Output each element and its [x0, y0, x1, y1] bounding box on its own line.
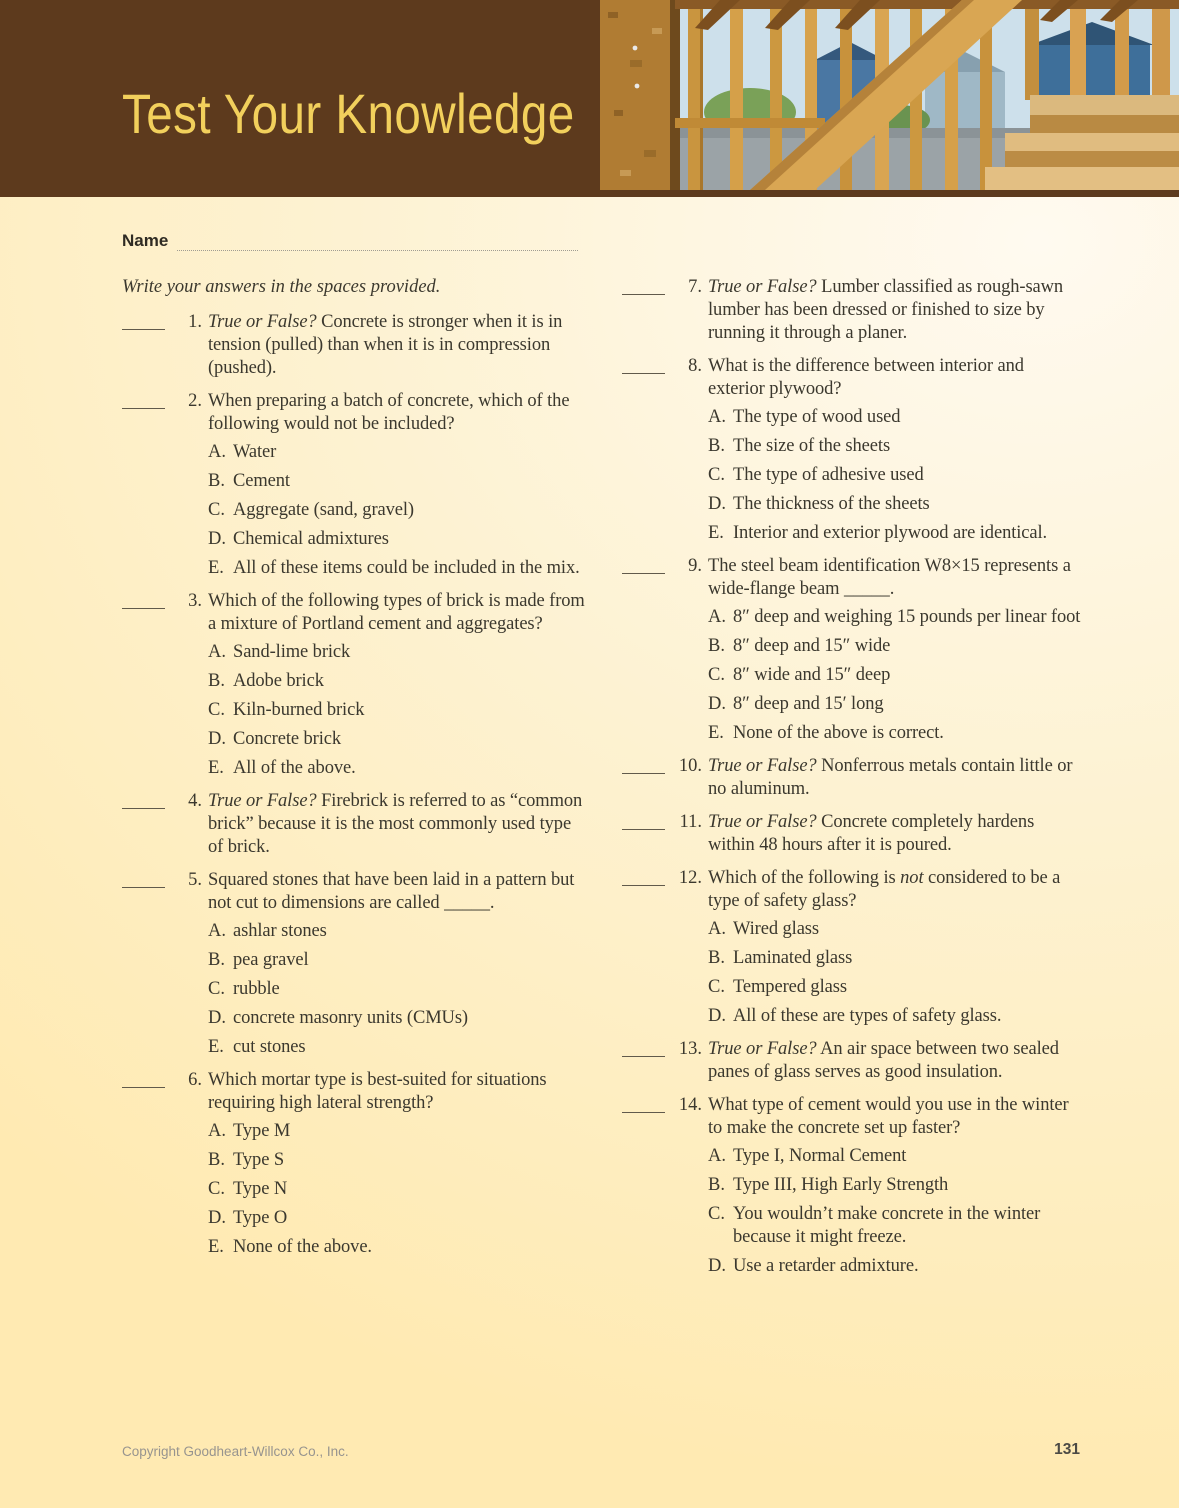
answer-option	[208, 978, 588, 1001]
question-number: 5.	[188, 870, 202, 890]
option-text: Laminated glass	[733, 948, 853, 968]
answer-option	[208, 920, 588, 943]
question-row	[622, 276, 1084, 345]
question-text-segment: What is the difference between interior and exterior plywood?	[708, 356, 1024, 399]
option-letter: C.	[708, 977, 725, 997]
option-letter: B.	[708, 1175, 725, 1195]
question-number: 3.	[188, 591, 202, 611]
house-framing-photo	[600, 0, 1179, 190]
option-letter: B.	[708, 948, 725, 968]
name-fill-in-line[interactable]	[177, 232, 578, 251]
option-letter: B.	[208, 671, 225, 691]
answer-blank[interactable]	[622, 811, 665, 830]
answer-option	[208, 728, 588, 751]
question-number: 6.	[188, 1070, 202, 1090]
question-number: 13.	[678, 1039, 702, 1059]
answer-options	[208, 920, 588, 1059]
option-letter: A.	[708, 919, 726, 939]
answer-option	[208, 470, 588, 493]
answer-option	[708, 1255, 1084, 1278]
answer-blank[interactable]	[622, 867, 665, 886]
option-text: Water	[233, 442, 277, 462]
option-text: All of the above.	[233, 758, 356, 778]
answer-blank[interactable]	[122, 311, 165, 330]
option-letter: A.	[708, 407, 726, 427]
question-body	[208, 590, 588, 780]
option-letter: D.	[208, 729, 226, 749]
copyright-notice: Copyright Goodheart-Willcox Co., Inc.	[122, 1444, 349, 1459]
option-text: concrete masonry units (CMUs)	[233, 1008, 468, 1028]
answer-option	[708, 947, 1084, 970]
question-text	[708, 867, 1084, 913]
answer-option	[208, 641, 588, 664]
question-row	[622, 811, 1084, 857]
question-number: 11.	[679, 812, 702, 832]
option-text: Concrete brick	[233, 729, 342, 749]
option-text: Type M	[233, 1121, 291, 1141]
question-row	[122, 790, 588, 859]
option-letter: A.	[708, 607, 726, 627]
option-text: cut stones	[233, 1037, 306, 1057]
option-letter: A.	[208, 1121, 226, 1141]
question-text	[208, 590, 588, 636]
question-number: 8.	[688, 356, 702, 376]
question-body	[708, 355, 1084, 545]
question-text	[208, 311, 588, 380]
option-text: 8″ deep and 15′ long	[733, 694, 884, 714]
answer-option	[708, 693, 1084, 716]
option-text: Type N	[233, 1179, 288, 1199]
answer-option	[208, 441, 588, 464]
question-row	[622, 1094, 1084, 1278]
answer-option	[208, 1178, 588, 1201]
option-text: Interior and exterior plywood are identical.	[733, 523, 1048, 543]
question-text	[708, 355, 1084, 401]
question-text	[708, 811, 1084, 857]
option-text: The thickness of the sheets	[733, 494, 930, 514]
question-body	[208, 869, 588, 1059]
question-number: 9.	[688, 556, 702, 576]
option-letter: D.	[708, 1006, 726, 1026]
answer-option	[208, 1036, 588, 1059]
question-number: 12.	[678, 868, 702, 888]
answer-option	[208, 1236, 588, 1259]
question-number: 10.	[678, 756, 702, 776]
question-text-segment: True or False?	[208, 791, 317, 811]
option-text: Cement	[233, 471, 290, 491]
question-body	[208, 311, 588, 380]
answer-blank[interactable]	[122, 790, 165, 809]
option-text: Chemical admixtures	[233, 529, 389, 549]
answer-option	[708, 606, 1084, 629]
page-title: Test Your Knowledge	[122, 82, 575, 145]
questions-column-left	[122, 276, 588, 1269]
option-letter: B.	[208, 950, 225, 970]
answer-option	[708, 722, 1084, 745]
answer-blank[interactable]	[622, 276, 665, 295]
answer-blank[interactable]	[122, 1069, 165, 1088]
option-letter: E.	[208, 758, 224, 778]
question-body	[708, 1038, 1084, 1084]
answer-option	[708, 435, 1084, 458]
answer-option	[208, 1120, 588, 1143]
option-letter: B.	[708, 636, 725, 656]
option-text: None of the above.	[233, 1237, 372, 1257]
question-text-segment: Concrete is stronger when it is in tension (pulled) than when it is in compression (pushed).	[208, 312, 563, 378]
answer-blank[interactable]	[122, 869, 165, 888]
answer-option	[708, 1145, 1084, 1168]
option-text: 8″ wide and 15″ deep	[733, 665, 891, 685]
answer-option	[708, 464, 1084, 487]
question-body	[708, 276, 1084, 345]
option-letter: D.	[208, 529, 226, 549]
question-number: 2.	[188, 391, 202, 411]
answer-options	[208, 1120, 588, 1259]
question-body	[708, 555, 1084, 745]
option-letter: D.	[208, 1008, 226, 1028]
question-number: 7.	[688, 277, 702, 297]
option-letter: D.	[708, 694, 726, 714]
question-text-segment: True or False?	[708, 1039, 817, 1059]
option-text: Type S	[233, 1150, 285, 1170]
answer-option	[708, 406, 1084, 429]
question-number: 14.	[678, 1095, 702, 1115]
answer-blank[interactable]	[622, 355, 665, 374]
option-text: Sand-lime brick	[233, 642, 351, 662]
option-letter: A.	[208, 921, 226, 941]
question-text-segment: Which of the following types of brick is made from a mixture of Portland cement and aggregates?	[208, 591, 585, 634]
option-text: Type III, High Early Strength	[733, 1175, 949, 1195]
answer-option	[708, 493, 1084, 516]
question-row	[622, 555, 1084, 745]
option-letter: E.	[208, 1237, 224, 1257]
question-text-segment: Squared stones that have been laid in a pattern but not cut to dimensions are called _____.	[208, 870, 575, 913]
question-row	[622, 1038, 1084, 1084]
question-row	[622, 867, 1084, 1028]
option-letter: A.	[208, 642, 226, 662]
question-text-segment: Lumber classified as rough-sawn lumber has been dressed or finished to size by running it through a planer.	[708, 277, 1064, 343]
answer-option	[708, 918, 1084, 941]
option-text: Adobe brick	[233, 671, 324, 691]
option-text: pea gravel	[233, 950, 309, 970]
question-row	[122, 1069, 588, 1259]
questions-column-right	[622, 276, 1084, 1288]
answer-option	[708, 635, 1084, 658]
option-text: The type of wood used	[733, 407, 901, 427]
answer-option	[208, 499, 588, 522]
question-text-segment: Concrete completely hardens within 48 hours after it is poured.	[708, 812, 1035, 855]
option-letter: C.	[208, 700, 225, 720]
option-text: Kiln-burned brick	[233, 700, 365, 720]
question-row	[122, 869, 588, 1059]
question-text-segment: When preparing a batch of concrete, which of the following would not be included?	[208, 391, 570, 434]
question-text-segment: True or False?	[708, 812, 817, 832]
question-row	[122, 390, 588, 580]
answer-options	[708, 406, 1084, 545]
option-letter: D.	[708, 494, 726, 514]
option-letter: C.	[708, 665, 725, 685]
answer-option	[708, 1174, 1084, 1197]
question-body	[708, 811, 1084, 857]
option-letter: D.	[708, 1256, 726, 1276]
option-letter: D.	[208, 1208, 226, 1228]
answer-blank[interactable]	[622, 1094, 665, 1113]
chapter-header-band	[0, 0, 1179, 197]
option-letter: E.	[208, 1037, 224, 1057]
question-body	[708, 1094, 1084, 1278]
question-text	[708, 1038, 1084, 1084]
page-number: 131	[1054, 1441, 1080, 1458]
answer-option	[208, 757, 588, 780]
option-text: 8″ deep and weighing 15 pounds per linear foot	[733, 607, 1081, 627]
answer-option	[708, 1203, 1084, 1249]
option-text: Wired glass	[733, 919, 820, 939]
answer-options	[708, 1145, 1084, 1278]
option-letter: C.	[208, 500, 225, 520]
option-letter: C.	[208, 979, 225, 999]
question-text-segment: What type of cement would you use in the winter to make the concrete set up faster?	[708, 1095, 1069, 1138]
answer-option	[208, 1149, 588, 1172]
answer-options	[708, 606, 1084, 745]
name-label: Name	[122, 231, 169, 250]
option-text: Use a retarder admixture.	[733, 1256, 919, 1276]
option-letter: C.	[708, 465, 725, 485]
question-text	[708, 755, 1084, 801]
question-body	[208, 1069, 588, 1259]
answer-option	[208, 557, 588, 580]
answer-option	[208, 699, 588, 722]
name-field-row	[122, 231, 578, 251]
answer-option	[708, 1005, 1084, 1028]
answer-option	[708, 522, 1084, 545]
option-letter: A.	[208, 442, 226, 462]
option-text: All of these are types of safety glass.	[733, 1006, 1002, 1026]
answer-blank[interactable]	[622, 555, 665, 574]
question-text	[208, 869, 588, 915]
answer-option	[708, 664, 1084, 687]
question-number: 4.	[188, 791, 202, 811]
question-row	[622, 755, 1084, 801]
question-body	[708, 867, 1084, 1028]
option-text: All of these items could be included in the mix.	[233, 558, 580, 578]
answer-option	[208, 1207, 588, 1230]
question-text-segment: not	[900, 868, 924, 888]
question-text	[208, 790, 588, 859]
option-text: None of the above is correct.	[733, 723, 944, 743]
question-number: 1.	[188, 312, 202, 332]
question-text-segment: True or False?	[708, 756, 817, 776]
answer-blank[interactable]	[122, 590, 165, 609]
option-letter: E.	[708, 523, 724, 543]
question-text-segment: True or False?	[208, 312, 317, 332]
option-text: Type I, Normal Cement	[733, 1146, 907, 1166]
answer-blank[interactable]	[122, 390, 165, 409]
question-text	[708, 276, 1084, 345]
question-text	[208, 1069, 588, 1115]
option-letter: B.	[208, 1150, 225, 1170]
option-letter: E.	[208, 558, 224, 578]
question-row	[122, 590, 588, 780]
answer-option	[208, 670, 588, 693]
answer-options	[208, 641, 588, 780]
question-text	[208, 390, 588, 436]
answer-option	[208, 949, 588, 972]
option-text: rubble	[233, 979, 280, 999]
option-text: You wouldn’t make concrete in the winter because it might freeze.	[733, 1204, 1041, 1247]
question-text	[708, 555, 1084, 601]
option-letter: C.	[708, 1204, 725, 1224]
question-text-segment: Which of the following is	[708, 868, 901, 888]
question-text-segment: Nonferrous metals contain little or no aluminum.	[708, 756, 1073, 799]
question-text-segment: True or False?	[708, 277, 817, 297]
question-text-segment: The steel beam identification W8×15 represents a wide-flange beam _____.	[708, 556, 1071, 599]
question-body	[708, 755, 1084, 801]
question-text-segment: An air space between two sealed panes of glass serves as good insulation.	[708, 1039, 1059, 1082]
question-text	[708, 1094, 1084, 1140]
question-row	[122, 311, 588, 380]
answer-blank[interactable]	[622, 1038, 665, 1057]
option-letter: B.	[208, 471, 225, 491]
option-text: 8″ deep and 15″ wide	[733, 636, 891, 656]
question-text-segment: Which mortar type is best-suited for situations requiring high lateral strength?	[208, 1070, 547, 1113]
option-letter: C.	[208, 1179, 225, 1199]
answer-blank[interactable]	[622, 755, 665, 774]
question-row	[622, 355, 1084, 545]
question-text-segment: Firebrick is referred to as “common brick” because it is the most commonly used type of brick.	[208, 791, 583, 857]
option-text: The size of the sheets	[733, 436, 891, 456]
option-letter: A.	[708, 1146, 726, 1166]
option-text: Tempered glass	[733, 977, 847, 997]
option-text: The type of adhesive used	[733, 465, 924, 485]
question-body	[208, 390, 588, 580]
question-body	[208, 790, 588, 859]
answer-option	[208, 528, 588, 551]
instructions-text: Write your answers in the spaces provided.	[122, 277, 441, 297]
question-text-segment: considered to be a type of safety glass?	[708, 868, 1061, 911]
option-text: ashlar stones	[233, 921, 327, 941]
answer-options	[208, 441, 588, 580]
option-text: Aggregate (sand, gravel)	[233, 500, 414, 520]
answer-option	[208, 1007, 588, 1030]
option-letter: E.	[708, 723, 724, 743]
option-text: Type O	[233, 1208, 288, 1228]
answer-option	[708, 976, 1084, 999]
answer-options	[708, 918, 1084, 1028]
option-letter: B.	[708, 436, 725, 456]
